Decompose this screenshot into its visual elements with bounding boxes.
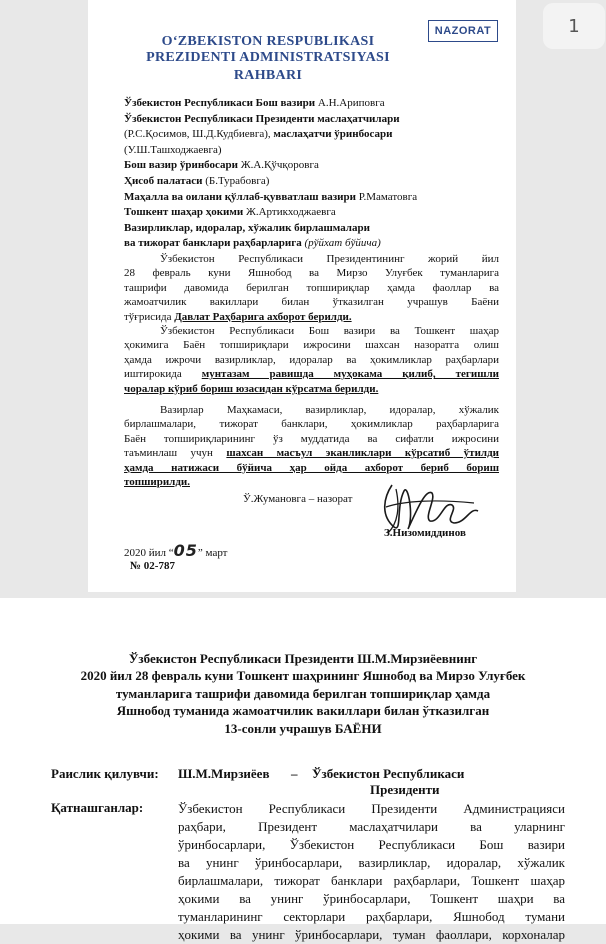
chair-role-line-2: Президенти	[370, 782, 440, 797]
signer-name: З.Низомиддинов	[384, 527, 466, 539]
letterhead-line-3: RAHBARI	[233, 68, 303, 83]
protocol-title-line: туманларига ташрифи давомида берилган топшириқлар ҳамда	[115, 685, 491, 701]
chair-role-line-1: Ўзбекистон Республикаси	[312, 766, 465, 781]
addressee-line: Ўзбекистон Республикаси Президенти маслаҳатчилари	[124, 112, 400, 125]
paragraph-line: ҳамда натижаси бўйича ҳар ойда ахборот бериб бориш	[124, 461, 499, 474]
paragraph-line: ҳокимига Баён топшириқлари ижросини шахсан назоратга олиш	[124, 339, 499, 352]
control-stamp: NAZORAT	[428, 20, 498, 42]
participants-line: ва унинг ўринбосарлари, вазирликлар, идоралар, хўжалик	[178, 855, 565, 870]
letterhead-line-1: O‘ZBEKISTON RESPUBLIKASI	[161, 34, 375, 49]
addressee-line: Маҳалла ва оилани қўллаб-қувватлаш вазири Р.Маматовга	[124, 190, 418, 203]
addressee-line: (Р.С.Қосимов, Ш.Д.Кудбиевга), маслаҳатчи ўринбосари	[124, 128, 393, 141]
paragraph-line: Баён топшириқларининг ўз муддатида ва сифатли ижросини	[124, 432, 499, 445]
participants-line: Ўзбекистон Республикаси Президенти Администрацияси	[178, 801, 565, 816]
addressee-line: Ҳисоб палатаси (Б.Турабовга)	[124, 174, 270, 187]
participants-line: ҳокими ва унинг ўринбосарлари, Тошкент шаҳри ва	[178, 891, 565, 906]
paragraph-line: ҳамда ижрочи вазирликлар, идоралар ва ҳокимликлар раҳбарлари	[124, 353, 499, 366]
paragraph-line: чоралар кўриб бориш юзасидан кўрсатма берилди.	[124, 382, 379, 395]
date-prefix: 2020 йил “	[124, 547, 174, 559]
document-number: № 02-787	[130, 560, 175, 572]
paragraph-1	[124, 252, 499, 324]
paragraph-line: жамоатчилик вакиллари билан ўтказилган учрашув Баёни	[124, 296, 499, 309]
paragraph-line: Ўзбекистон Республикаси Бош вазири ва Тошкент шаҳар	[160, 325, 499, 337]
chair-dash: –	[291, 766, 298, 781]
paragraph-line: бирлашмалари, тижорат банклари, ҳокимликлар раҳбарларига	[124, 418, 499, 431]
protocol-title-line: 2020 йил 28 февраль куни Тошкент шаҳрининг Яшнобод ва Мирзо Улуғбек	[80, 668, 526, 684]
paragraph-line: топширилди.	[124, 475, 190, 488]
paragraph-2	[124, 324, 499, 396]
participants-label: Қатнашганлар:	[51, 800, 144, 815]
chair-label: Раислик қилувчи:	[51, 766, 159, 781]
chair-name: Ш.М.Мирзиёев	[178, 766, 270, 781]
page-number-badge: 1	[543, 3, 605, 49]
protocol-title-line: Ўзбекистон Республикаси Президенти Ш.М.Мирзиёевнинг	[128, 651, 478, 666]
addressee-list	[124, 96, 499, 252]
participants-line: ўринбосарлари, Ўзбекистон Республикаси Бош вазири	[178, 837, 565, 852]
date-month: ” март	[197, 547, 228, 559]
participants-line: раҳбари, Президент маслаҳатчилари ва уларнинг	[178, 819, 565, 834]
paragraph-line: Ўзбекистон Республикаси Президентининг жорий йил	[160, 253, 499, 265]
participants-line: ҳокими ва унинг ўринбосарлари, туман фаоллари, корхоналар	[178, 927, 565, 942]
paragraph-line: таъминлаш учун шахсан масъул эканликлари кўрсатиб ўтилди	[124, 447, 499, 460]
addressee-line: (У.Ш.Ташходжаевга)	[124, 143, 222, 156]
participants-line: туманларининг секторлари раҳбарлари, Яшнобод тумани	[178, 909, 565, 924]
protocol-page	[0, 598, 606, 942]
date-day-handwritten: 05	[173, 541, 198, 560]
paragraph-line: Вазирлар Маҳкамаси, вазирликлар, идоралар, хўжалик	[160, 404, 499, 416]
paragraph-line: иштирокида мунтазам равишда муҳокама қилиб, тегишли	[124, 368, 499, 381]
addressee-line: Тошкент шаҳар ҳокими Ж.Артикходжаевга	[124, 206, 336, 219]
letter-date	[124, 541, 227, 560]
control-note: Ў.Жумановга – назорат	[243, 493, 353, 505]
addressee-line: ва тижорат банклари раҳбарларига (рўйхат бўйича)	[124, 237, 381, 250]
participants-line: бирлашмалари, тижорат банклари раҳбарлари, Тошкент шаҳар	[178, 873, 565, 888]
addressee-line: Вазирликлар, идоралар, хўжалик бирлашмалари	[124, 221, 370, 234]
protocol-title-line: Яшнобод туманида жамоатчилик вакиллари билан ўтказилган	[116, 703, 490, 719]
protocol-title	[0, 650, 606, 737]
addressee-line: Бош вазир ўринбосари Ж.А.Қўчқоровга	[124, 159, 319, 172]
participants-text	[178, 800, 565, 944]
letterhead-line-2: PREZIDENTI ADMINISTRATSIYASI	[146, 50, 390, 65]
paragraph-line: ташрифи давомида берилган топшириқлар ҳамда фаоллар ва	[124, 281, 499, 294]
protocol-title-line: 13-сонли учрашув БАЁНИ	[224, 720, 382, 736]
addressee-line: Ўзбекистон Республикаси Бош вазири А.Н.Ариповга	[124, 97, 385, 109]
paragraph-line: тўғрисида Давлат Раҳбарига ахборот берилди.	[124, 310, 352, 323]
paragraph-line: 28 февраль куни Яшнобод ва Мирзо Улуғбек туманларига	[124, 267, 499, 280]
letter-page	[88, 0, 516, 592]
